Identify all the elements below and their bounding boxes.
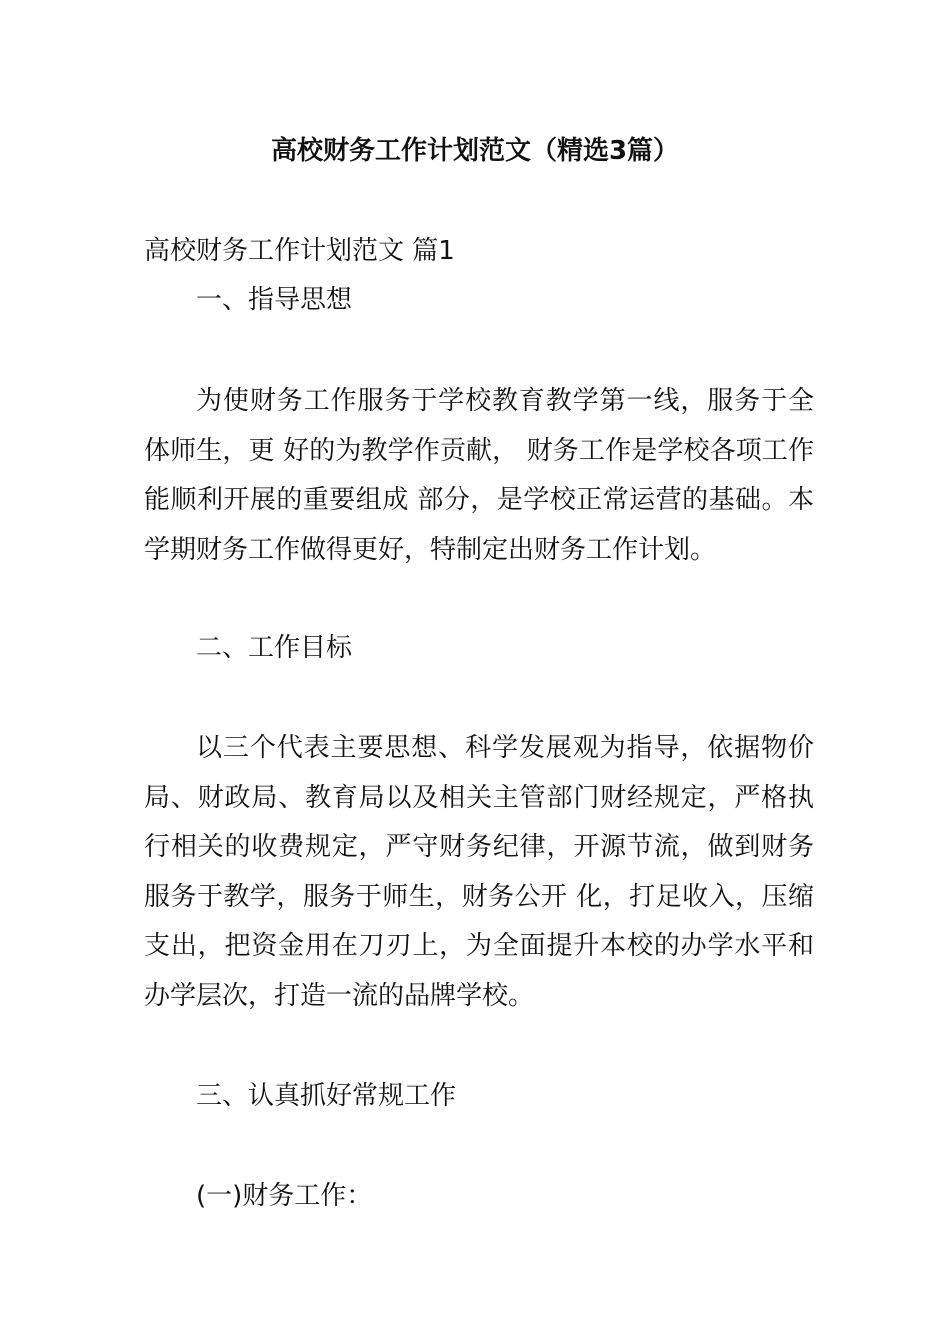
subsection-heading-finance-work: (一)财务工作： bbox=[196, 1181, 373, 1211]
section-body-work-goals: 以三个代表主要思想、科学发展观为指导，依据物价局、财政局、教育局以及相关主管部门财经规定，严格执行相关的收费规定，严守财务纪律，开源节流，做到财务服务于教学，服务于师生，财务公开 化，打足收入，压缩支出，把资金用在刀刃上，为全面提升本校的办学水平和办学层次，打造一流的品牌学校。 bbox=[144, 733, 814, 1011]
article-subtitle: 高校财务工作计划范文 篇1 bbox=[144, 236, 455, 266]
section-heading-routine-work: 三、认真抓好常规工作 bbox=[196, 1081, 457, 1111]
section-heading-work-goals: 二、工作目标 bbox=[196, 633, 353, 663]
section-heading-guiding-ideology: 一、指导思想 bbox=[196, 285, 353, 315]
document-title: 高校财务工作计划范文（精选3篇） bbox=[270, 136, 680, 166]
section-body-guiding-ideology: 为使财务工作服务于学校教育教学第一线，服务于全体师生，更 好的为教学作贡献， 财务工作是学校各项工作能顺利开展的重要组成 部分，是学校正常运营的基础。本学期财务工作做得更好，特制定出财务工作计划。 bbox=[144, 386, 814, 565]
